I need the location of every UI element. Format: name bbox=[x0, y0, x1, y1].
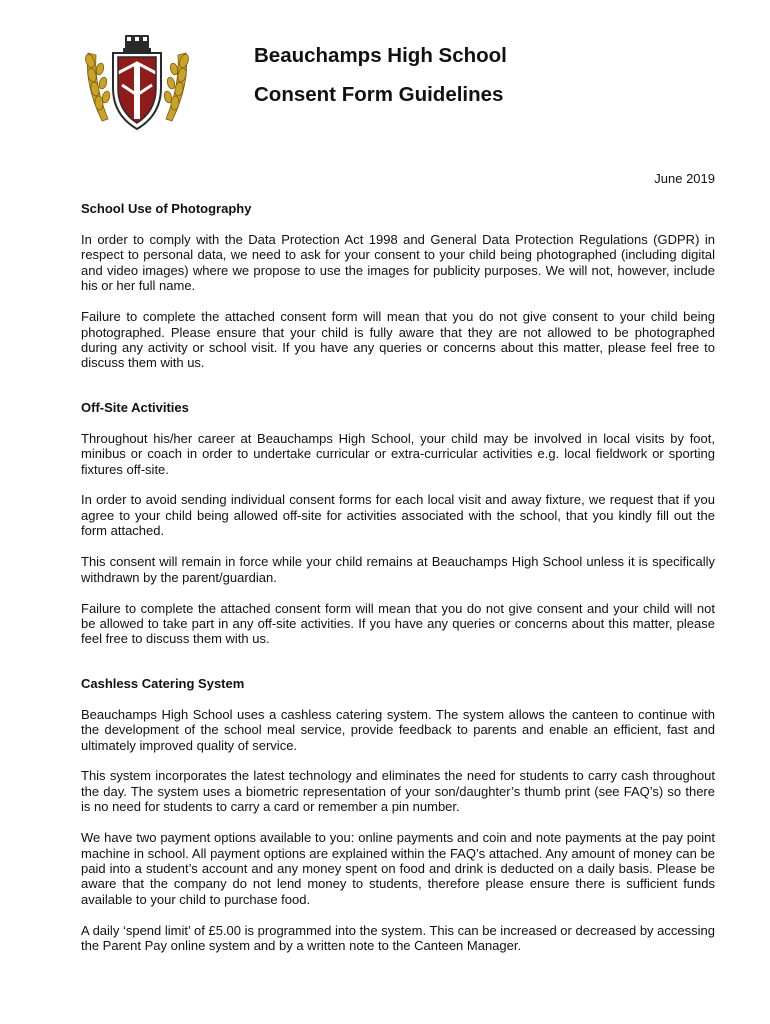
paragraph: This system incorporates the latest technology and eliminates the need for students to carry cash throughout the day. The system uses a biometric representation of your son/daughter’s thumb print (see FAQ’s) so there is no need for students to carry a card or remember a pin number. bbox=[81, 768, 715, 815]
school-name: Beauchamps High School bbox=[254, 44, 507, 67]
paragraph: A daily ‘spend limit’ of £5.00 is programmed into the system. This can be increased or decreased by accessing the Parent Pay online system and by a written note to the Canteen Manager. bbox=[81, 922, 715, 954]
section-cashless-catering bbox=[81, 676, 715, 954]
paragraph: Failure to complete the attached consent form will mean that you do not give consent and your child will not be allowed to take part in any off-site activities. If you have any queries or concerns about this matter, please feel free to discuss them with us. bbox=[81, 600, 715, 647]
section-heading: Off-Site Activities bbox=[81, 399, 189, 415]
wheat-left-icon bbox=[84, 53, 111, 121]
shield-icon bbox=[113, 53, 161, 129]
document-body bbox=[81, 201, 715, 983]
paragraph: Failure to complete the attached consent form will mean that you do not give consent to your child being photographed. Please ensure that your child is fully aware that they are not allowed to be photographed during any activity or school visit. If you have any queries or concerns about this matter, please feel free to discuss them with us. bbox=[81, 309, 715, 371]
document-title: Consent Form Guidelines bbox=[254, 83, 504, 106]
paragraph: This consent will remain in force while your child remains at Beauchamps High School unless it is specifically withdrawn by the parent/guardian. bbox=[81, 554, 715, 585]
paragraph: In order to avoid sending individual consent forms for each local visit and away fixture, we request that if you agree to your child being allowed off-site for activities associated with the school, that you kindly fill out the form attached. bbox=[81, 492, 715, 539]
school-crest-logo bbox=[80, 33, 194, 133]
paragraph: In order to comply with the Data Protection Act 1998 and General Data Protection Regulations (GDPR) in respect to personal data, we need to ask for your consent to your child being photographed (including digital and video images) where we propose to use the images for publicity purposes. We will not, however, include his or her full name. bbox=[81, 232, 715, 294]
section-heading: Cashless Catering System bbox=[81, 675, 245, 691]
title-block bbox=[254, 42, 507, 109]
wheat-right-icon bbox=[163, 53, 190, 121]
paragraph: Throughout his/her career at Beauchamps High School, your child may be involved in local visits by foot, minibus or coach in order to undertake curricular or extra-curricular activities e.g. local fieldwork or sporting fixtures off-site. bbox=[81, 430, 715, 477]
crown-icon bbox=[123, 35, 151, 52]
section-photography bbox=[81, 201, 715, 371]
section-heading: School Use of Photography bbox=[81, 201, 252, 216]
paragraph: We have two payment options available to you: online payments and coin and note payments at the pay point machine in school. All payment options are explained within the FAQ’s attached. Any amount of money can be paid into a student’s account and any money spent on food and drink is deducted on a daily basis. Please be aware that the company do not lend money to students, therefore please ensure there is sufficient funds available to your child to purchase food. bbox=[81, 830, 715, 907]
section-off-site-activities bbox=[81, 400, 715, 647]
document-date: June 2019 bbox=[654, 171, 715, 186]
paragraph: Beauchamps High School uses a cashless catering system. The system allows the canteen to continue with the development of the school meal service, provide feedback to parents and enable an efficient, fast and ultimately improved quality of service. bbox=[81, 706, 715, 753]
